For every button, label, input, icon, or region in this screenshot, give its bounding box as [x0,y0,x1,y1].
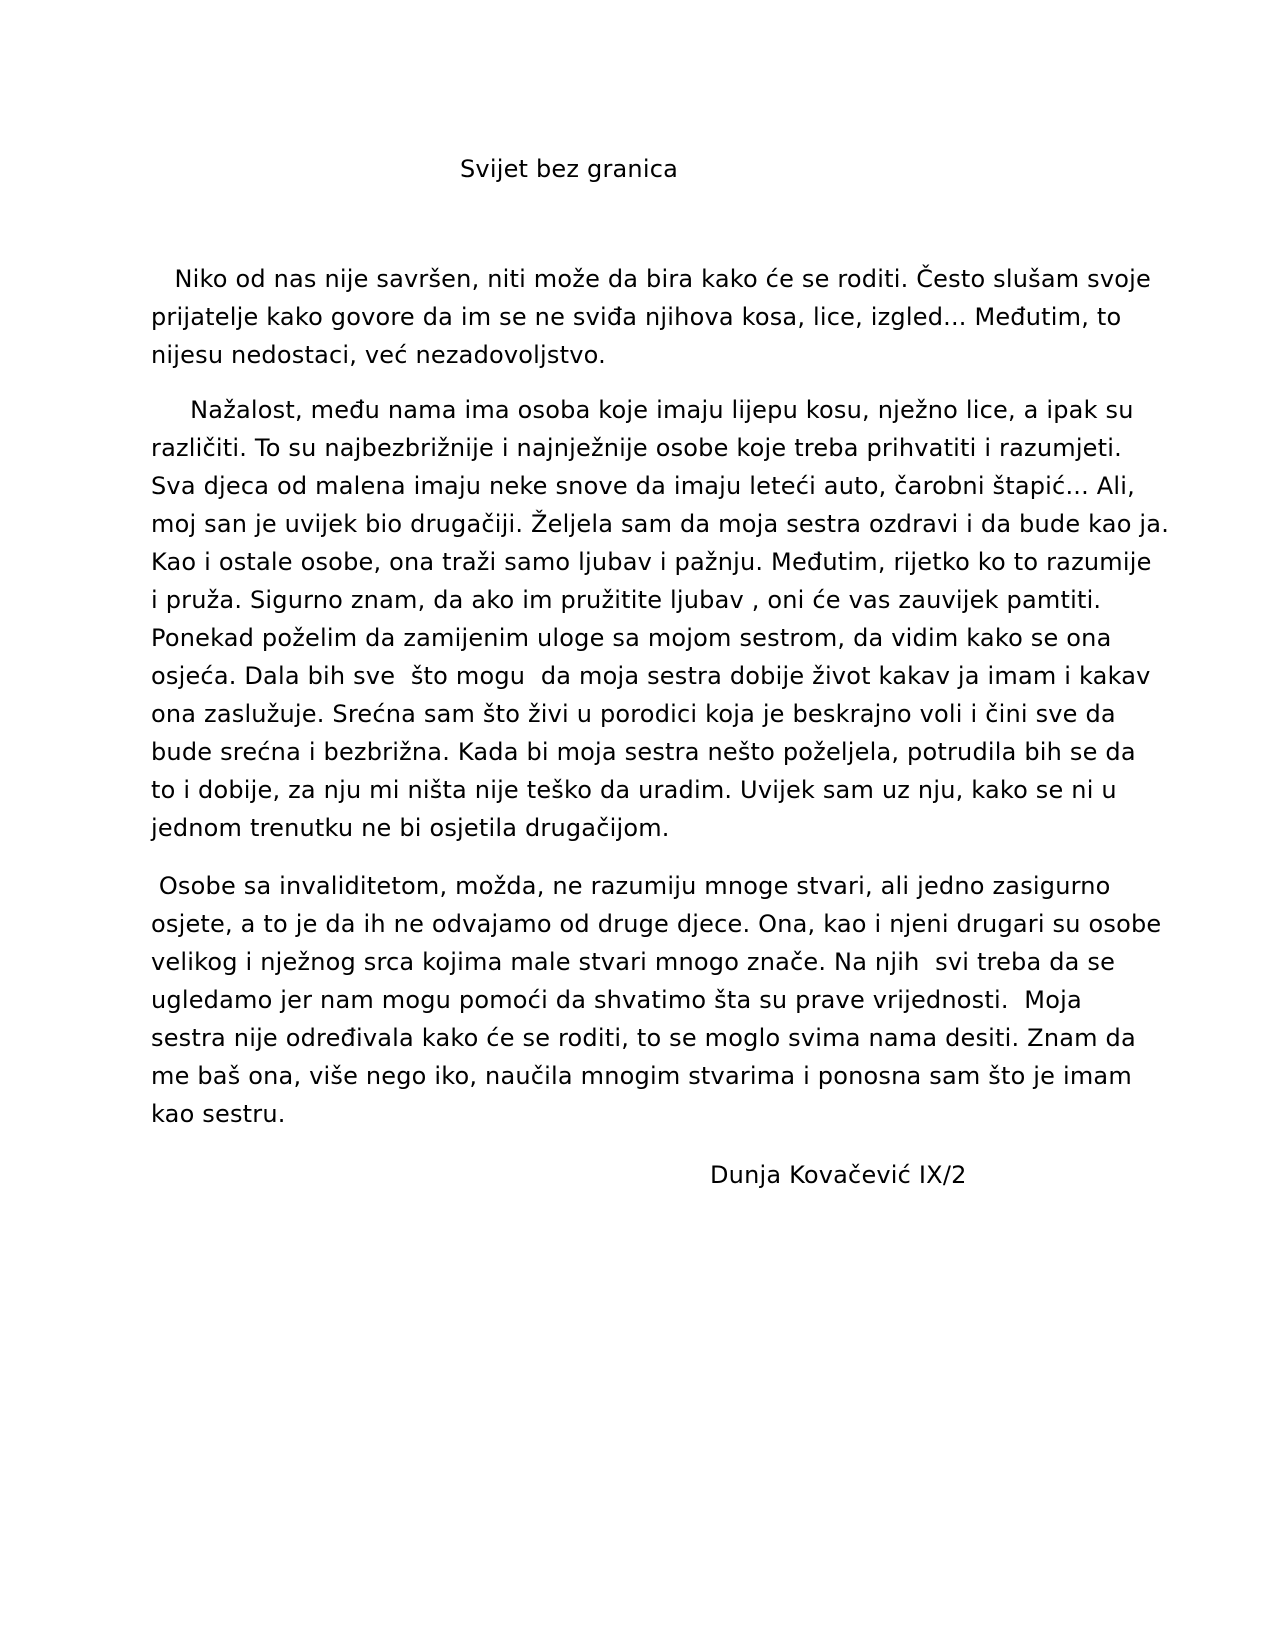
paragraph-line: Nažalost, među nama ima osoba koje imaju lijepu kosu, nježno lice, a ipak su [151,396,1134,424]
paragraph-line: i pruža. Sigurno znam, da ako im pružitite ljubav , oni će vas zauvijek pamtiti. [151,586,1102,614]
paragraph-line: kao sestru. [151,1100,286,1128]
paragraph-line: velikog i nježnog srca kojima male stvari mnogo znače. Na njih svi treba da se [151,948,1116,976]
paragraph-2 [151,391,1170,847]
document-title: Svijet bez granica [460,155,678,183]
paragraph-line: Sva djeca od malena imaju neke snove da imaju leteći auto, čarobni štapić... Ali, [151,472,1135,500]
paragraph-line: Osobe sa invaliditetom, možda, ne razumiju mnoge stvari, ali jedno zasigurno [151,872,1111,900]
paragraph-line: bude srećna i bezbrižna. Kada bi moja sestra nešto poželjela, potrudila bih se da [151,738,1136,766]
paragraph-line: prijatelje kako govore da im se ne sviđa njihova kosa, lice, izgled... Međutim, to [151,303,1122,331]
paragraph-line: Ponekad poželim da zamijenim uloge sa mojom sestrom, da vidim kako se ona [151,624,1112,652]
author-signature: Dunja Kovačević IX/2 [710,1161,967,1189]
paragraph-line: ona zaslužuje. Srećna sam što živi u porodici koja je beskrajno voli i čini sve da [151,700,1116,728]
paragraph-line: Kao i ostale osobe, ona traži samo ljubav i pažnju. Međutim, rijetko ko to razumije [151,548,1152,576]
paragraph-line: osjeća. Dala bih sve što mogu da moja sestra dobije život kakav ja imam i kakav [151,662,1151,690]
paragraph-line: nijesu nedostaci, već nezadovoljstvo. [151,341,606,369]
paragraph-1 [151,260,1152,374]
paragraph-line: moj san je uvijek bio drugačiji. Željela sam da moja sestra ozdravi i da bude kao ja. [151,510,1170,538]
paragraph-line: različiti. To su najbezbrižnije i najnježnije osobe koje treba prihvatiti i razumjeti. [151,434,1122,462]
paragraph-line: jednom trenutku ne bi osjetila drugačijom. [151,814,670,842]
paragraph-line: sestra nije određivala kako će se roditi, to se moglo svima nama desiti. Znam da [151,1024,1136,1052]
paragraph-line: osjete, a to je da ih ne odvajamo od druge djece. Ona, kao i njeni drugari su osobe [151,910,1162,938]
paragraph-line: me baš ona, više nego iko, naučila mnogim stvarima i ponosna sam što je imam [151,1062,1132,1090]
paragraph-3 [151,867,1162,1133]
paragraph-line: ugledamo jer nam mogu pomoći da shvatimo šta su prave vrijednosti. Moja [151,986,1082,1014]
paragraph-line: to i dobije, za nju mi ništa nije teško da uradim. Uvijek sam uz nju, kako se ni u [151,776,1117,804]
paragraph-line: Niko od nas nije savršen, niti može da bira kako će se roditi. Često slušam svoje [151,265,1152,293]
